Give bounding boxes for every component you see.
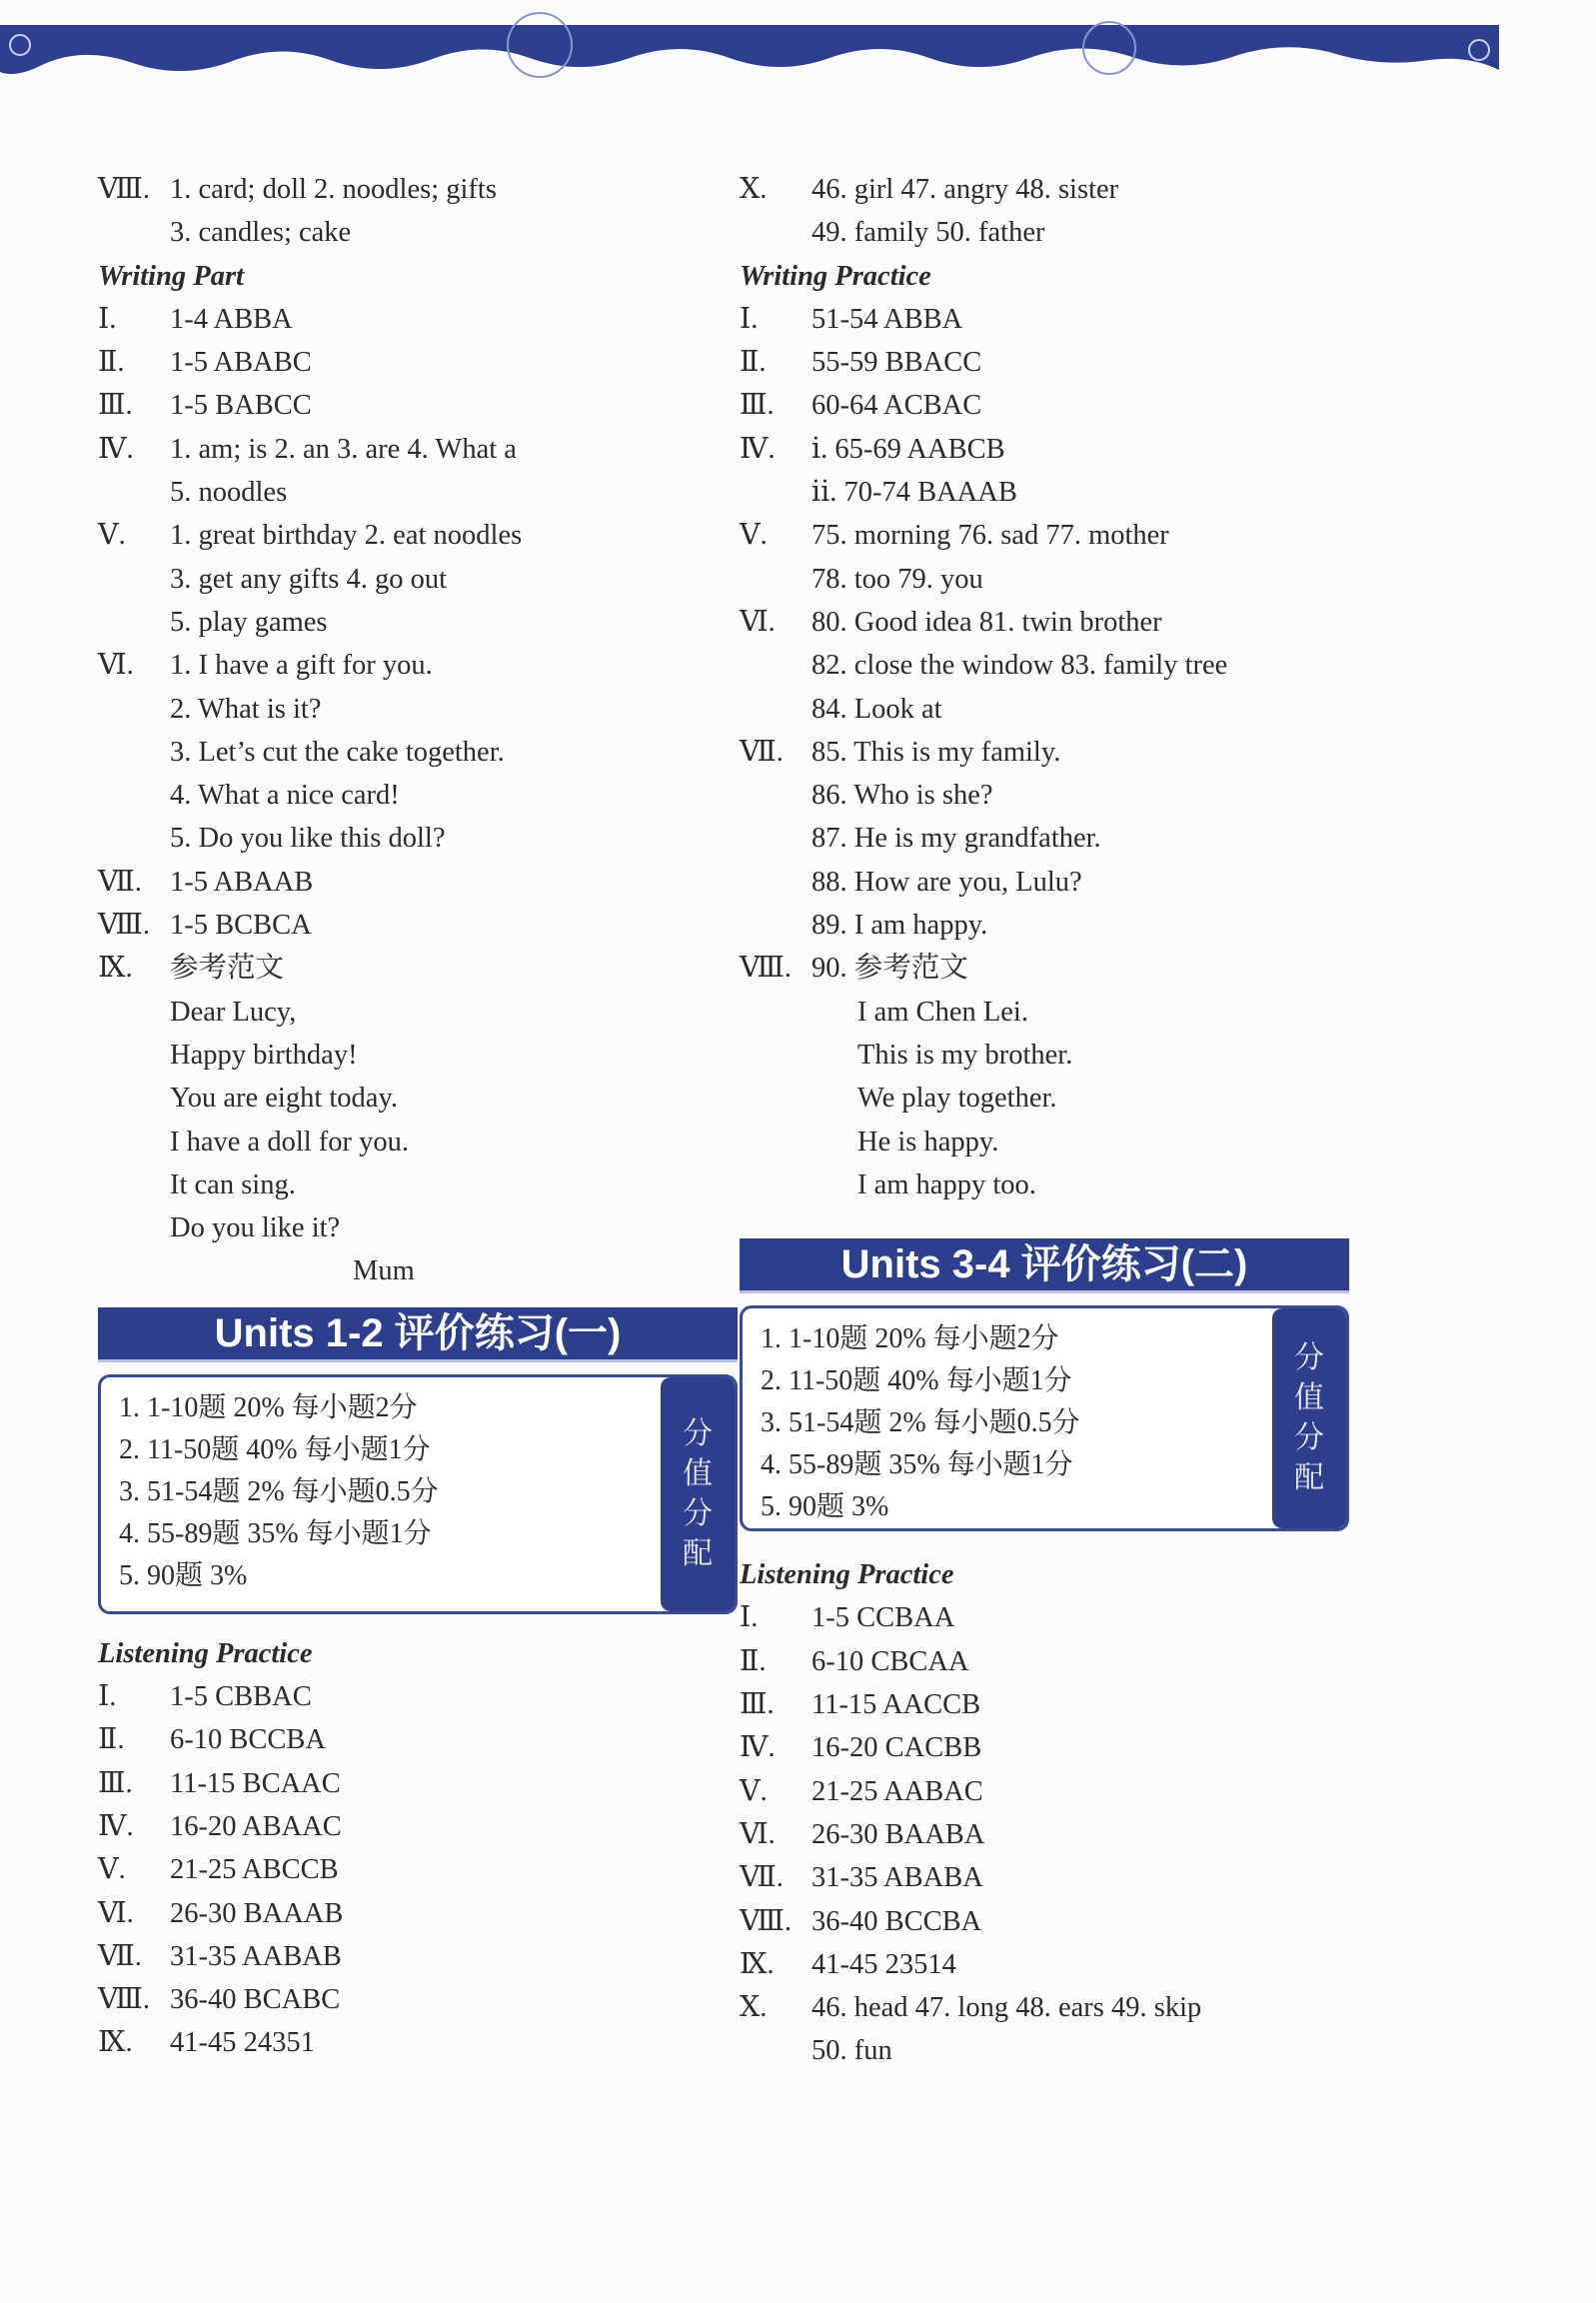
answer-line (740, 168, 1349, 211)
answer-text: 5. play games (170, 606, 328, 638)
answer-line (98, 1805, 738, 1848)
section-number: Ⅰ. (98, 1681, 117, 1713)
score-list (761, 1318, 1080, 1528)
answer-text: 5. noodles (170, 477, 288, 509)
answer-line (740, 1596, 1349, 1639)
answer-line (98, 168, 738, 211)
answer-text: 11-15 BCAAC (170, 1767, 341, 1799)
answer-line (740, 1856, 1349, 1899)
section-number: Ⅳ. (98, 1810, 134, 1842)
answer-line (98, 211, 738, 254)
text-line: Happy birthday! (170, 1039, 358, 1071)
answer-text: 1. I have a gift for you. (170, 650, 433, 682)
section-number: Ⅲ. (740, 1689, 775, 1721)
text-line: He is happy. (857, 1126, 999, 1157)
section-number: Ⅵ. (98, 1897, 134, 1929)
unit-title: Units 3-4 评价练习(二) (740, 1238, 1349, 1293)
answer-text: 11-15 AACCB (811, 1689, 981, 1721)
answer-line (98, 817, 738, 860)
answer-text: 86. Who is she? (811, 780, 993, 812)
section-heading-writing: Writing Practice (740, 260, 931, 292)
answer-text: 80. Good idea 81. twin brother (811, 606, 1162, 638)
answer-text: 参考范文 (170, 953, 285, 985)
answer-text: 26-30 BAAAB (170, 1897, 344, 1929)
answer-line (740, 1640, 1349, 1683)
score-tab-char: 值 (683, 1455, 713, 1491)
answer-line (98, 1978, 738, 2021)
score-list (119, 1387, 439, 1597)
listening-answers (98, 1675, 738, 2065)
section-number: Ⅴ. (98, 520, 126, 552)
section-number: Ⅱ. (98, 1724, 125, 1756)
score-row: 1. 1-10题 20% 每小题2分 (761, 1323, 1059, 1355)
answer-text: 60-64 ACBAC (811, 390, 982, 422)
answer-text: 1. great birthday 2. eat noodles (170, 520, 523, 552)
answer-line (98, 558, 738, 601)
answer-line (740, 904, 1349, 947)
answer-line (98, 1675, 738, 1718)
section-number: Ⅷ. (98, 174, 151, 205)
answer-text: 90. 参考范文 (811, 953, 968, 985)
answer-line (740, 861, 1349, 904)
section-number: Ⅴ. (98, 1854, 126, 1886)
answer-text: 1-5 ABABC (170, 347, 312, 379)
text-line: Dear Lucy, (170, 996, 297, 1028)
answer-text: 16-20 CACBB (811, 1732, 982, 1764)
score-tab-char: 分 (683, 1495, 713, 1531)
answer-text: 75. morning 76. sad 77. mother (811, 520, 1169, 552)
left-column (98, 168, 738, 2065)
answer-text: 16-20 ABAAC (170, 1810, 342, 1842)
answer-line (98, 644, 738, 687)
section-number: Ⅳ. (98, 433, 134, 465)
model-essay (740, 991, 1349, 1206)
score-row: 3. 51-54题 2% 每小题0.5分 (119, 1475, 439, 1507)
answer-line (98, 861, 738, 904)
answer-line (98, 384, 738, 427)
text-line: It can sing. (170, 1168, 296, 1200)
section-number: Ⅶ. (98, 866, 142, 898)
answer-text: 88. How are you, Lulu? (811, 866, 1082, 898)
answer-text: 21-25 ABCCB (170, 1854, 339, 1886)
score-tab-char: 配 (683, 1535, 713, 1571)
answer-line (98, 471, 738, 514)
answer-line (740, 1683, 1349, 1726)
answer-line (740, 774, 1349, 817)
text-line: This is my brother. (857, 1039, 1073, 1071)
answer-text: 31-35 AABAB (170, 1940, 342, 1972)
section-number: Ⅸ. (98, 953, 133, 985)
section-number: Ⅷ. (740, 953, 793, 985)
section-number: Ⅷ. (740, 1905, 793, 1937)
answer-line (740, 1726, 1349, 1769)
answer-line (740, 341, 1349, 384)
answer-text: 1-5 CCBAA (811, 1602, 955, 1634)
section-number: Ⅶ. (98, 1940, 142, 1972)
answer-line (740, 1900, 1349, 1943)
section-number: Ⅰ. (740, 303, 759, 335)
score-row: 5. 90题 3% (119, 1559, 248, 1591)
text-line: You are eight today. (170, 1083, 398, 1115)
score-tab-char: 分 (683, 1415, 713, 1451)
section-number: Ⅷ. (98, 910, 151, 942)
answer-line (740, 644, 1349, 687)
answer-text: 2. What is it? (170, 693, 322, 725)
letter-signature: Mum (353, 1255, 415, 1287)
answer-text: 55-59 BBACC (811, 347, 982, 379)
section-number: Ⅹ. (740, 174, 768, 205)
answer-line (740, 601, 1349, 644)
answer-line (740, 428, 1349, 471)
answer-text: 3. get any gifts 4. go out (170, 563, 448, 595)
answer-text: 5. Do you like this doll? (170, 823, 446, 855)
answer-text: 1-5 BABCC (170, 390, 312, 422)
score-row: 4. 55-89题 35% 每小题1分 (761, 1449, 1073, 1481)
section-heading-writing: Writing Part (98, 260, 244, 292)
answer-text: 3. Let’s cut the cake together. (170, 736, 505, 768)
score-tab (1272, 1308, 1346, 1528)
answer-line (740, 514, 1349, 557)
answer-line (740, 558, 1349, 601)
score-tab-char: 配 (1294, 1460, 1324, 1496)
score-row: 2. 11-50题 40% 每小题1分 (761, 1365, 1072, 1397)
score-row: 3. 51-54题 2% 每小题0.5分 (761, 1407, 1080, 1439)
section-number: Ⅵ. (740, 1818, 776, 1850)
section-number: Ⅱ. (740, 347, 767, 379)
answer-line (98, 428, 738, 471)
answer-text: 46. girl 47. angry 48. sister (811, 174, 1119, 205)
answer-line (740, 211, 1349, 254)
section-number: Ⅲ. (98, 1767, 133, 1799)
text-line: I have a doll for you. (170, 1126, 410, 1157)
text-line: I am happy too. (857, 1168, 1036, 1200)
answer-text: 87. He is my grandfather. (811, 823, 1101, 855)
answer-line (740, 947, 1349, 990)
section-number: Ⅴ. (740, 1775, 768, 1807)
answer-text: 1. card; doll 2. noodles; gifts (170, 174, 497, 205)
answer-text: 26-30 BAABA (811, 1818, 985, 1850)
answer-line (98, 904, 738, 947)
score-tab-char: 分 (1294, 1420, 1324, 1456)
answer-line (740, 1986, 1349, 2029)
score-row: 2. 11-50题 40% 每小题1分 (119, 1433, 431, 1465)
answer-text: 82. close the window 83. family tree (811, 650, 1228, 682)
score-tab-char: 分 (1294, 1340, 1324, 1376)
answer-line (740, 1770, 1349, 1813)
section-number: Ⅸ. (98, 2027, 133, 2059)
answer-text: ⅱ. 70-74 BAAAB (811, 477, 1017, 509)
section-number: Ⅲ. (740, 390, 775, 422)
answer-text: 6-10 BCCBA (170, 1724, 326, 1756)
answer-text: 1-5 BCBCA (170, 910, 312, 942)
text-line: Do you like it? (170, 1212, 341, 1244)
answer-line (740, 2029, 1349, 2072)
answer-line (740, 1813, 1349, 1856)
answer-text: 1-4 ABBA (170, 303, 293, 335)
score-row: 5. 90题 3% (761, 1491, 889, 1523)
right-column (740, 168, 1349, 2073)
answer-line (98, 2021, 738, 2064)
answer-line (98, 688, 738, 731)
answer-text: 41-45 23514 (811, 1948, 956, 1980)
answer-text: 1-5 ABAAB (170, 866, 314, 898)
section-heading-listening: Listening Practice (98, 1637, 313, 1669)
answer-text: 78. too 79. you (811, 563, 983, 595)
section-number: Ⅲ. (98, 390, 133, 422)
answer-line (98, 947, 738, 990)
answer-text: 36-40 BCCBA (811, 1905, 982, 1937)
score-row: 1. 1-10题 20% 每小题2分 (119, 1391, 418, 1423)
writing-answers (740, 298, 1349, 991)
answer-line (98, 1892, 738, 1935)
answer-line (98, 731, 738, 774)
answer-line (740, 817, 1349, 860)
answer-text: ⅰ. 65-69 AABCB (811, 433, 1005, 465)
answer-text: 51-54 ABBA (811, 303, 963, 335)
answer-text: 89. I am happy. (811, 910, 988, 942)
writing-answers (98, 298, 738, 991)
score-row: 4. 55-89题 35% 每小题1分 (119, 1517, 432, 1549)
answer-line (98, 1848, 738, 1891)
answer-text: 31-35 ABABA (811, 1862, 983, 1894)
section-number: Ⅴ. (740, 520, 768, 552)
section-number: Ⅵ. (98, 650, 134, 682)
listening-answers (740, 1596, 1349, 2072)
answer-text: 50. fun (811, 2035, 892, 2067)
answer-line (740, 298, 1349, 341)
answer-line (98, 1762, 738, 1805)
section-number: Ⅳ. (740, 1732, 776, 1764)
section-number: Ⅰ. (740, 1602, 759, 1634)
score-tab-char: 值 (1294, 1380, 1324, 1416)
unit-title: Units 1-2 评价练习(一) (98, 1307, 738, 1362)
answer-text: 84. Look at (811, 693, 942, 725)
section-number: Ⅸ. (740, 1948, 775, 1980)
answer-line (740, 471, 1349, 514)
score-distribution-box (740, 1305, 1349, 1531)
section-number: Ⅰ. (98, 303, 117, 335)
answer-line (98, 601, 738, 644)
answer-text: 21-25 AABAC (811, 1775, 983, 1807)
section-number: Ⅶ. (740, 736, 784, 768)
answer-text: 85. This is my family. (811, 736, 1061, 768)
answer-text: 1-5 CBBAC (170, 1681, 312, 1713)
wave-banner (0, 0, 1596, 110)
section-number: Ⅱ. (740, 1645, 767, 1677)
answer-text: 4. What a nice card! (170, 780, 400, 812)
text-line: We play together. (857, 1083, 1057, 1115)
answer-line (98, 341, 738, 384)
answer-line (740, 688, 1349, 731)
section-number: Ⅱ. (98, 347, 125, 379)
answer-text: 36-40 BCABC (170, 1984, 341, 2016)
score-distribution-box (98, 1374, 738, 1614)
answer-text: 41-45 24351 (170, 2027, 315, 2059)
score-tab (661, 1377, 735, 1611)
model-letter (98, 991, 738, 1250)
answer-line (98, 1935, 738, 1978)
section-heading-listening: Listening Practice (740, 1559, 954, 1591)
answer-text: 1. am; is 2. an 3. are 4. What a (170, 433, 517, 465)
answer-line (98, 514, 738, 557)
section-number: Ⅷ. (98, 1984, 151, 2016)
answer-line (98, 1718, 738, 1761)
answer-line (98, 298, 738, 341)
section-number: Ⅵ. (740, 606, 776, 638)
section-number: Ⅹ. (740, 1992, 768, 2024)
answer-line (740, 731, 1349, 774)
section-number: Ⅶ. (740, 1862, 784, 1894)
answer-text: 6-10 CBCAA (811, 1645, 969, 1677)
answer-text: 49. family 50. father (811, 217, 1045, 249)
answer-line (740, 1943, 1349, 1986)
answer-line (740, 384, 1349, 427)
section-number: Ⅳ. (740, 433, 776, 465)
text-line: I am Chen Lei. (857, 996, 1028, 1028)
answer-line (98, 774, 738, 817)
answer-text: 3. candles; cake (170, 217, 352, 249)
answer-text: 46. head 47. long 48. ears 49. skip (811, 1992, 1202, 2024)
